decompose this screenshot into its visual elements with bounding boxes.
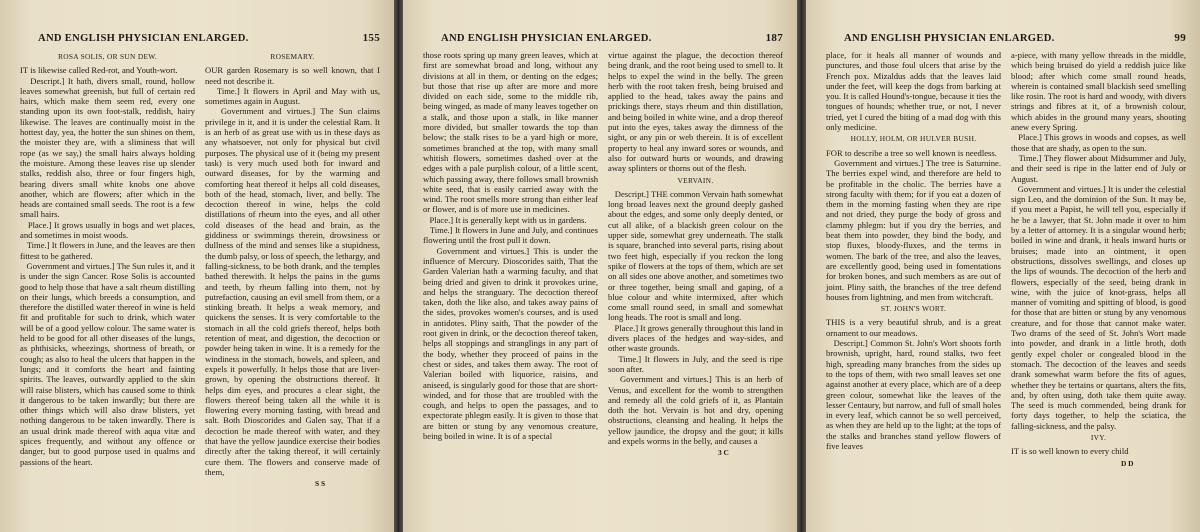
signature-mark: D D: [1121, 458, 1134, 468]
header-title: AND ENGLISH PHYSICIAN ENLARGED.: [38, 33, 249, 44]
column-left: [423, 50, 598, 459]
column-right: [205, 50, 380, 489]
column-left: [20, 50, 195, 489]
page-middle: [403, 0, 797, 532]
section-heading: HOLLY, HOLM, OR HULVER BUSH.: [850, 134, 977, 144]
signature-mark: S S: [315, 479, 326, 489]
section-heading: ST. JOHN'S WORT.: [880, 304, 947, 314]
body-paragraph: virtue against the plague, the decoction thereof being drank, and the root being used to smell to. It helps to expel the wind in the belly. The green herb with the root taken fresh, being bruised and applied to the head, takes away the pains and prickings there, stays rheum and thin distillation, and being boiled in white wine, and a drop thereof put into the eyes, takes away the dimness of the sight, or any pin or web therein. It is of excellent property to heal any inward sores or wounds, and also for outward hurts or wounds, and drawing away splinters or thorns out of the flesh.: [608, 50, 786, 174]
page-number: 187: [765, 32, 783, 44]
column-left: [826, 50, 1004, 469]
signature-mark: 3 C: [718, 448, 729, 458]
body-paragraph: place, for it heals all manner of wounds and punctures, and those foul ulcers that arise by the French pox. Mizaldus adds that the leaves laid under the feet, will keep the dogs from barking at you. It is called Hound's-tongue, because it ties the tongues of hounds; whether true, or not, I never tried, yet I cured the biting of a mad dog with this only medicine.: [826, 50, 1004, 133]
text-columns: [413, 50, 787, 459]
body-paragraph: those roots spring up many green leaves, which at first are somewhat broad and long, without any divisions at all in them, or denting on the edges; but those that rise up after are more and more divided on each side, some to the middle rib, being winged, as made of many leaves together on a stalk, and those upon a stalk, in like manner more divided, but smaller towards the top than below; the stalk rises to be a yard high or more, sometimes branched at the top, with many small whitish flowers, sometimes dashed over at the edges with a pale purplish colour, of a little scent, which passing away, there follows small brownish white seed, that is easily carried away with the wind. The root smells more strong than either leaf or flower, and is of more use in medicines. Place.] It is generally kept with us in gardens. Time.] It flowers in June and July, and continues flowering until the frost pull it down. Government and virtues.] This is under the influence of Mercury. Dioscorides saith, That the Garden Valerian hath a warming faculty, and that being dried and given to drink it provokes urine, and helps the stranguary. The decoction thereof taken, doth the like also, and takes away pains of the sides, provokes women's courses, and is used in antidotes. Pliny saith, That the powder of the root given in drink, or the decoction thereof taken, helps all stoppings and stranglings in any part of the body, whether they proceed of pains in the chest or sides, and takes them away. The root of Valerian boiled with liquorice, raisins, and aniseed, is singularly good for those that are short-winded, and for those that are troubled with the cough, and helps to open the passages, and to expectorate phlegm easily. It is given to those that are bitten or stung by any venomous creature, being boiled in wine. It is of a special: [423, 50, 598, 441]
section-heading: ROSA SOLIS, OR SUN DEW.: [57, 52, 158, 61]
running-header: [441, 32, 783, 44]
gutter: [797, 0, 806, 532]
body-paragraph: OUR garden Rosemary is so well known, that I need not describe it. Time.] It flowers in April and May with us, sometimes again in August. Government and virtues.] The Sun claims privilege in it, and it is under the celestial Ram. It is an herb of as great use with us in these days as any whatsoever, not only for physical but civil purposes. The physical use of it (being my present task) is very much used both for inward and outward diseases, for by the warming and comforting heat thereof it helps all cold diseases, both of the head, stomach, liver, and belly. The decoction thereof in wine, helps the cold distillations of rheum into the eyes, and all other cold diseases of the head and brain, as the giddiness or swimmings therein, drowsiness or dullness of the mind and senses like a stupidness, the dumb palsy, or loss of speech, the lethargy, and falling-sickness, to be both drank, and the temples bathed therewith. It helps the pains in the gums and teeth, by rheum falling into them, not by putrefaction, causing an evil smell from them, or a stinking breath. It helps a weak memory, and quickens the senses. It is very comfortable to the stomach in all the cold griefs thereof, helps both retention of meat, and digestion, the decoction or powder being taken in wine. It is a remedy for the windiness in the stomach, bowels, and spleen, and expels it powerfully. It helps those that are liver-grown, by opening the obstructions thereof. It helps dim eyes, and procures a clear sight, the flowers thereof being taken all the while it is flowering every morning fasting, with bread and salt. Both Dioscorides and Galen say, That if a decoction be made thereof with water, and they that have the yellow jaundice exercise their bodies directly after the taking thereof, it will certainly cure them. The flowers and conserve made of them,: [205, 65, 380, 477]
body-paragraph: FOR to describe a tree so well known is needless. Government and virtues.] The tree is Saturnine. The berries expel wind, and therefore are held to be profitable in the cholic. The berries have a strong faculty with them; for if you eat a dozen of them in the morning fasting when they are ripe and not dried, they purge the body of gross and clammy phlegm: but if you dry the berries, and beat them into powder, they bind the body, and stop fluxes, bloody-fluxes, and the terms in women. The bark of the tree, and also the leaves, are excellently good, being used in fomentations for broken bones, and such members as are out of joint. Pliny saith, the branches of the tree defend houses from lightning, and men from witchcraft.: [826, 147, 1001, 302]
body-paragraph: a-piece, with many yellow threads in the middle, which being bruised do yield a reddish juice like blood; after which come small round heads, wherein is contained small blackish seed smelling like rosin. The root is hard and woody, with divers strings and fibres at it, of a brownish colour, which abides in the ground many years, shooting anew every Spring. Place.] This grows in woods and copses, as well those that are shady, as open to the sun. Time.] They flower about Midsummer and July, and their seed is ripe in the latter end of July or August. Government and virtues.] It is under the celestial sign Leo, and the dominion of the Sun. It may be, if you meet a Papist, he will tell you, especially if he be a lawyer, that St. John made it over to him by a letter of attorney. It is a singular wound herb; boiled in wine and drank, it heals inward hurts or bruises; made into an ointment, it open obstructions, dissolves swellings, and closes up the lips of wounds. The decoction of the herb and flowers, especially of the seed, being drank in wine, with the juice of knot-grass, helps all manner of vomiting and spitting of blood, is good for those that are bitten or stung by any venomous creature, and for those that cannot make water. Two drams of the seed of St. John's Wort made into powder, and drank in a little broth, doth gently expel choler or congealed blood in the stomach. The decoction of the leaves and seeds drank somewhat warm before the fits of agues, whether they be tertains or quartans, alters the fits, and, by often using, doth take them quite away. The seed is much commended, being drank for forty days together, to help the sciatica, the falling-sickness, and the palsy.: [1011, 50, 1187, 431]
section-heading: ROSEMARY.: [270, 52, 315, 61]
body-paragraph: Descript.] THE common Vervain hath somewhat long broad leaves next the ground deeply gashed about the edges, and some only deeply dented, or cut all alike, of a blackish green colour on the upper side, somewhat grey underneath. The stalk is square, branched into several parts, rising about two feet high, especially if you reckon the long spike of flowers at the tops of them, which are set on all sides one above another, and sometimes two or three together, being small and gaping, of a blue colour and white intermixed, after which come small round seed, in small and somewhat long heads. The root is small and long. Place.] It grows generally throughout this land in divers places of the hedges and way-sides, and other waste grounds. Time.] It flowers in July, and the seed is ripe soon after. Government and virtues.] This is an herb of Venus, and excellent for the womb to strengthen and remedy all the cold griefs of it, as Plantain doth the hot. Vervain is hot and dry, opening obstructions, cleansing and healing. It helps the yellow jaundice, the dropsy and the gout; it kills and expels worms in the belly, and causes a: [608, 188, 783, 446]
text-columns: [10, 50, 384, 489]
page-number: 99: [1174, 32, 1186, 44]
section-heading: IVY.: [1090, 432, 1107, 442]
text-columns: [816, 50, 1190, 469]
column-right: [1011, 50, 1186, 469]
column-right: [608, 50, 786, 459]
section-heading: VERVAIN.: [677, 175, 714, 185]
running-header: [38, 32, 380, 44]
body-paragraph: IT is so well known to every child: [1011, 446, 1129, 457]
body-paragraph: THIS is a very beautiful shrub, and is a great ornament to our meadows. Descript.] Common St. John's Wort shoots forth brownish, upright, hard, round stalks, two feet high, spreading many branches from the sides up to the tops of them, with two small leaves set one against another at every place, which are of a deep green colour, somewhat like the leaves of the lesser Centaury, but narrow, and full of small holes in every leaf, which cannot be so well perceived, as when they are held up to the light; at the tops of the stalks and branches stand yellow flowers of five leaves: [826, 317, 1002, 451]
body-paragraph: IT is likewise called Red-rot, and Youth-wort. Descript.] It hath, divers small, round, hollow leaves somewhat greenish, but full of certain red hairs, which make them seem red, every one standing upon its own foot-stalk, reddish, hairy likewise. The leaves are continually moist in the hottest day, yea, the hotter the sun shines on them, the moister they are, with a sliminess that will rope (as we say,) the small hairs always holding the moisture. Among these leaves rise up slender stalks, reddish also, three or four fingers high, bearing divers small white knobs one above another, which are flowers; after which in the heads are contained small seeds. The root is a few small hairs. Place.] It grows usually in bogs and wet places, and sometimes in moist woods. Time.] It flowers in June, and the leaves are then fittest to be gathered. Government and virtues.] The Sun rules it, and it is under the sign Cancer. Rose Solis is accounted good to help those that have a salt rheum distilling on their lungs, which breeds a consumption, and therefore the distilled water thereof in wine is held fit and profitable for such to drink, which water will be of a good yellow colour. The same water is held to be good for all other diseases of the lungs, as phthisicks, wheezings, shortness of breath, or cough; as also to heal the ulcers that happen in the lungs; and it comforts the heart and fainting spirits. The leaves, outwardly applied to the skin will raise blisters, which has caused some to think it dangerous to be taken inwardly; but there are other things which will also draw blisters, yet nothing dangerous to be taken inwardly. There is an usual drink made thereof with aqua vitæ and spices frequently, and without any offence or danger, but to good purpose used in qualms and passions of the heart.: [20, 65, 196, 467]
page-right: [806, 0, 1200, 532]
header-title: AND ENGLISH PHYSICIAN ENLARGED.: [844, 33, 1055, 44]
running-header: [844, 32, 1186, 44]
gutter: [394, 0, 403, 532]
page-number: 155: [362, 32, 380, 44]
page-left: [0, 0, 394, 532]
header-title: AND ENGLISH PHYSICIAN ENLARGED.: [441, 33, 652, 44]
